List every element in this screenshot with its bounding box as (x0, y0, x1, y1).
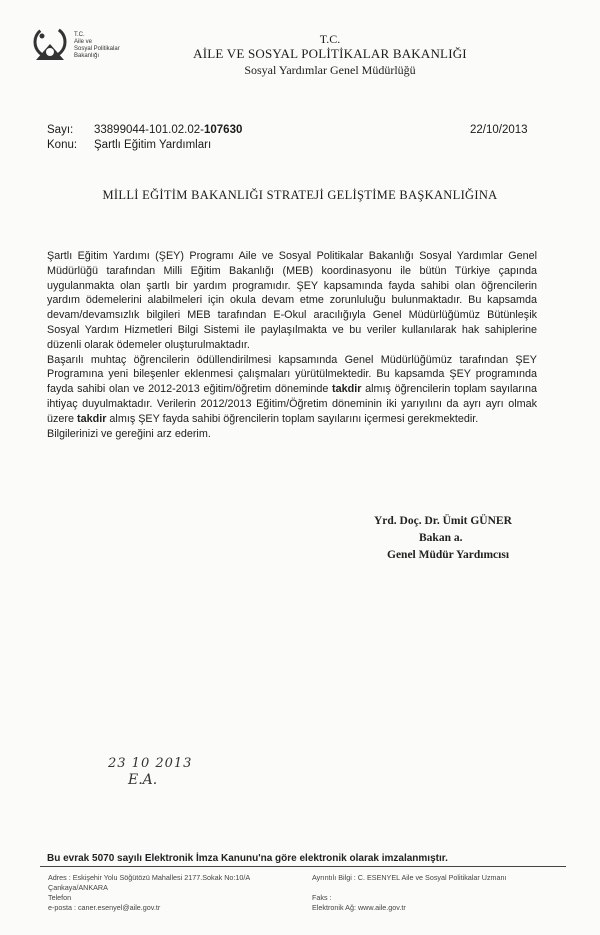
body-paragraph-3: Bilgilerinizi ve gereğini arz ederim. (47, 427, 211, 440)
signatory-on-behalf: Bakan a. (419, 532, 463, 544)
signatory-title: Genel Müdür Yardımcısı (387, 549, 510, 561)
subject-line (47, 139, 211, 151)
konu-value: Şartlı Eğitim Yardımları (94, 139, 212, 151)
department-name: Sosyal Yardımlar Genel Müdürlüğü (244, 63, 416, 77)
ministry-emblem-icon (28, 22, 74, 68)
footer-contact: Ayrıntılı Bilgi : C. ESENYEL Aile ve Sosyal Politikalar Uzmanı Faks : Elektronik Ağ: www.aile.gov.tr (312, 873, 507, 912)
header-tc: T.C. (319, 32, 341, 46)
e-signature-notice: Bu evrak 5070 sayılı Elektronik İmza Kanunu'na göre elektronik olarak imzalanmıştır. (47, 853, 448, 864)
recipient-heading: MİLLİ EĞİTİM BAKANLIĞI STRATEJİ GELİŞTİME BAŞKANLIĞINA (102, 188, 498, 202)
footer-divider (40, 866, 566, 867)
sayi-label: Sayı: (47, 124, 74, 136)
letter-body (47, 249, 537, 441)
sayi-value: 33899044-101.02.02- (94, 124, 204, 136)
letter-date: 22/10/2013 (470, 124, 528, 136)
konu-label: Konu: (47, 139, 78, 151)
handwritten-date: 23 10 2013 (108, 756, 193, 771)
sayi-number: 107630 (204, 124, 243, 136)
reference-number (47, 124, 242, 136)
logo-text: T.C. Aile ve Sosyal Politikalar Bakanlığı (74, 32, 120, 59)
body-paragraph-2: Başarılı muhtaç öğrencilerin ödüllendirilmesi kapsamında Genel Müdürlüğümüz tarafından ŞEY Programına yeni bileşenler eklenmesi çalışmaları yürütülmektedir. Bu kapsamda ŞEY programında fayda sahibi olan ve 2012-2013 eğitim/öğretim döneminde takdir almış öğrencilerin toplam sayılarına ihtiyaç duyulmaktadır. Verilerin 2012/2013 Eğitim/Öğretim döneminin iki yarıyılını da ayrı ayrı olmak üzere takdir almış ŞEY fayda sahibi öğrencilerin toplam sayılarını içermesi gerekmektedir. (47, 353, 537, 425)
signatory-name: Yrd. Doç. Dr. Ümit GÜNER (374, 515, 512, 527)
handwritten-initials: E.A. (128, 772, 158, 788)
ministry-name: AİLE VE SOSYAL POLİTİKALAR BAKANLIĞI (193, 46, 467, 61)
body-paragraph-1: Şartlı Eğitim Yardımı (ŞEY) Programı Aile ve Sosyal Politikalar Bakanlığı Sosyal Yardımlar Genel Müdürlüğü tarafından Milli Eğitim Bakanlığı (MEB) koordinasyonu ile bütün Türkiye çapında uygulanmakta olan şartlı bir yardım programıdır. ŞEY kapsamında fayda sahibi olan öğrencilerin yardım ödemelerini alabilmeleri için okula devam etme zorunluluğu bulunmaktadır. Bu kapsamda devam/devamsızlık bilgileri MEB tarafından E-Okul aracılığıyla Genel Müdürlüğümüz Bütünleşik Sosyal Yardım Hizmetleri Bilgi Sistemi ile paylaşılmakta ve bu veriler kullanılarak hak sahiplerine düzenli olarak ödemeler oluşturulmaktadır. (47, 250, 537, 351)
footer-address: Adres : Eskişehir Yolu Söğütözü Mahallesi 2177.Sokak No:10/A Çankaya/ANKARA Telefon e-posta : caner.esenyel@aile.gov.tr (48, 873, 251, 912)
